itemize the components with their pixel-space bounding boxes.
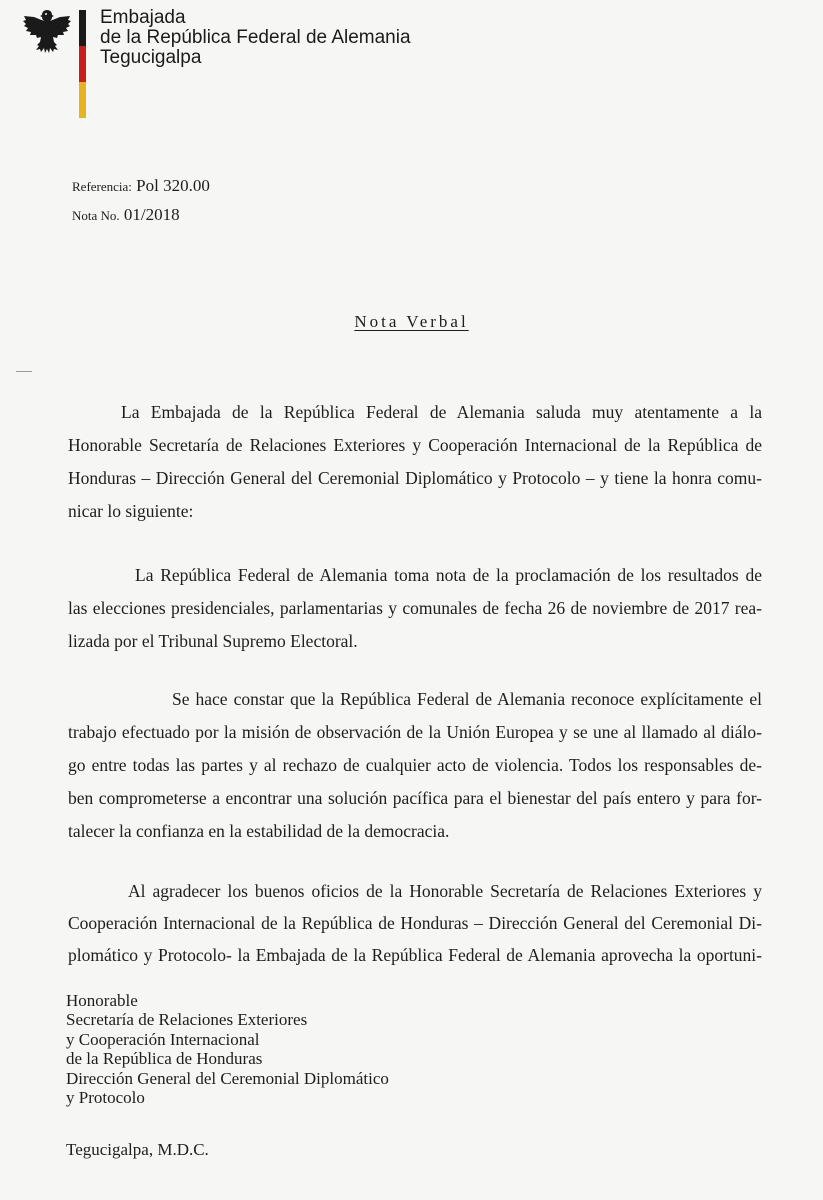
note-number-line [72,205,180,225]
letterhead [100,8,411,68]
reference-value: Pol 320.00 [136,176,210,195]
paragraph-3-line-4: ben comprometerse a encontrar una solución pacífica para el bienestar del país entero y para for- [68,788,762,808]
paragraph-3-line-3: go entre todas las partes y al rechazo de cualquier acto de violencia. Todos los responsables de- [68,755,762,775]
letterhead-line-3: Tegucigalpa [100,47,202,68]
reference-line [72,176,210,196]
recipient-address [66,991,389,1107]
paragraph-4-line-2: Cooperación Internacional de la República de Honduras – Dirección General del Ceremonial Di- [68,913,762,933]
letterhead-line-2: de la República Federal de Alemania [100,27,411,48]
paragraph-4-line-3: plomático y Protocolo- la Embajada de la República Federal de Alemania aprovecha la oportuni- [68,945,762,965]
paragraph-3-line-2: trabajo efectuado por la misión de observación de la Unión Europea y se une al llamado al diálo- [68,722,762,742]
paragraph-2-line-3: lizada por el Tribunal Supremo Electoral. [68,631,358,651]
address-line-1: Honorable [66,991,138,1010]
german-flag-bar [79,10,86,118]
document-title [0,312,823,332]
flag-stripe-red [79,46,86,82]
margin-mark [16,371,32,372]
address-line-2: Secretaría de Relaciones Exteriores [66,1010,308,1030]
paragraph-1-line-2: Honorable Secretaría de Relaciones Exteriores y Cooperación Internacional de la República de [68,435,762,455]
flag-stripe-gold [79,82,86,118]
paragraph-2-line-2: las elecciones presidenciales, parlamentarias y comunales de fecha 26 de noviembre de 2017 rea- [68,598,762,618]
paragraph-1-line-4: nicar lo siguiente: [68,501,194,521]
note-number-value: 01/2018 [123,205,180,224]
paragraph-2-line-1: La República Federal de Alemania toma nota de la proclamación de los resultados de [135,565,762,585]
paragraph-1-line-1: La Embajada de la República Federal de Alemania saluda muy atentamente a la [121,402,762,422]
letterhead-line-1: Embajada [100,7,186,28]
address-line-5: Dirección General del Ceremonial Diplomático [66,1068,389,1088]
note-number-label: Nota No. [72,208,120,223]
flag-stripe-black [79,10,86,46]
address-line-4: de la República de Honduras [66,1049,263,1069]
paragraph-3-line-5: talecer la confianza en la estabilidad de la democracia. [68,821,450,841]
paragraph-1-line-3: Honduras – Dirección General del Ceremonial Diplomático y Protocolo – y tiene la honra comu- [68,468,762,488]
recipient-city: Tegucigalpa, M.D.C. [66,1140,209,1159]
federal-eagle-icon [22,8,72,56]
paragraph-4-line-1: Al agradecer los buenos oficios de la Honorable Secretaría de Relaciones Exteriores y [128,881,762,901]
document-title-text: Nota Verbal [354,312,469,331]
address-line-3: y Cooperación Internacional [66,1029,260,1049]
address-line-6: y Protocolo [66,1088,145,1108]
reference-label: Referencia: [72,179,132,194]
paragraph-3-line-1: Se hace constar que la República Federal de Alemania reconoce explícitamente el [172,689,762,709]
